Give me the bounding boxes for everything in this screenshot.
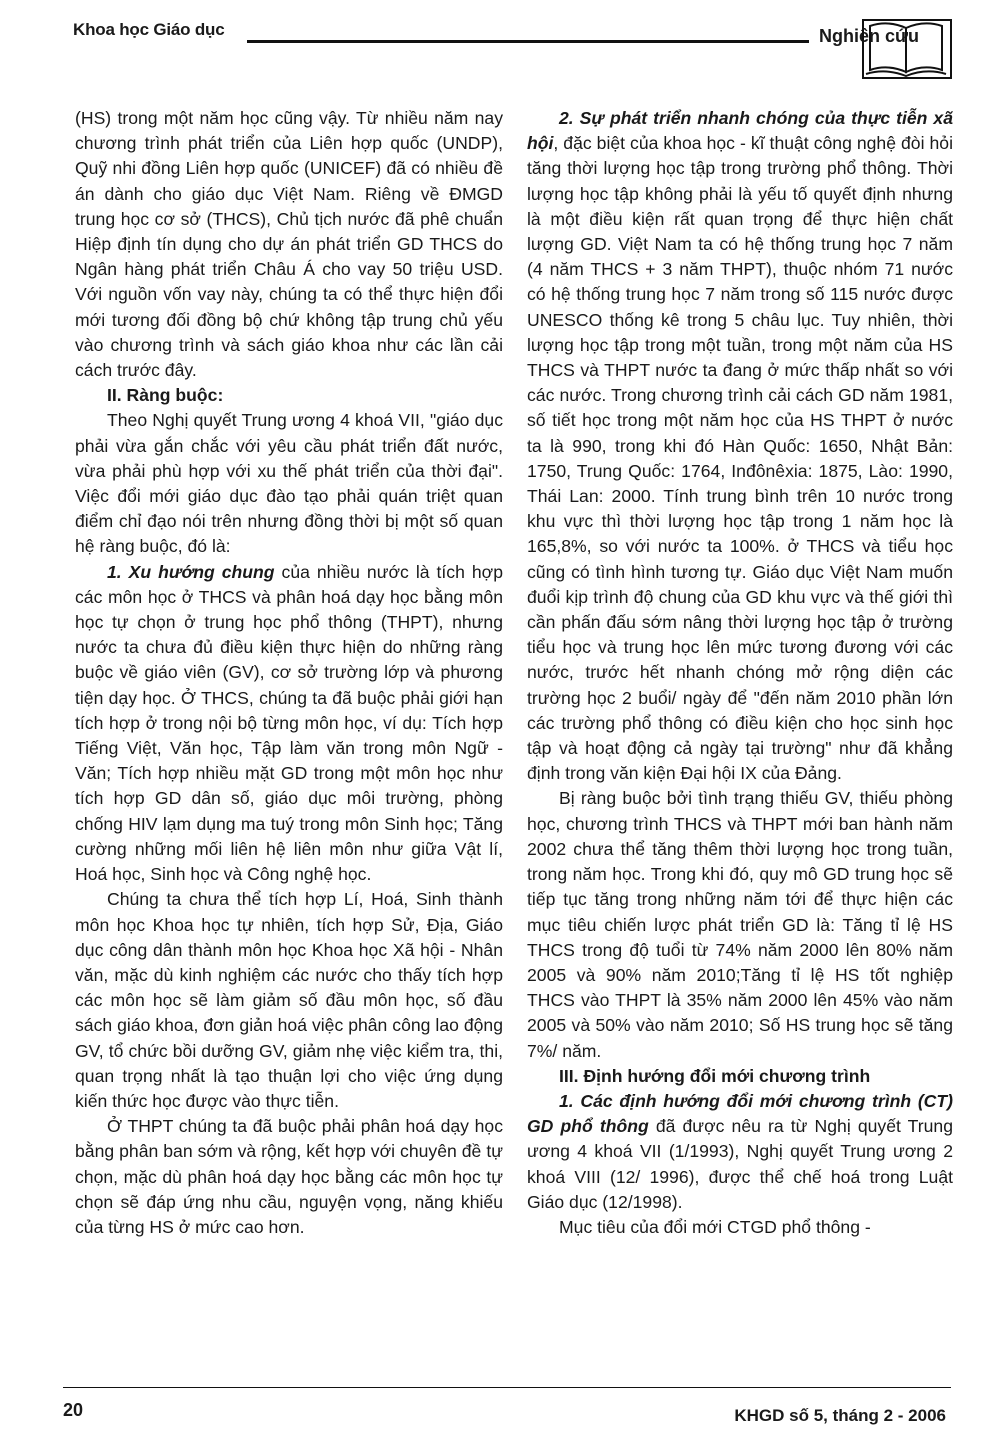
paragraph: Chúng ta chưa thể tích hợp Lí, Hoá, Sinh thành môn học Khoa học tự nhiên, tích hợp Sử, Địa, Giáo dục công dân thành môn học Khoa học Xã hội - Nhân văn, mặc dù kinh nghiệm các nước cho thấy tích hợp các môn học sẽ làm giảm số đầu môn học, số đầu sách giáo khoa, đơn giản hoá việc phân công lao động GV, tổ chức bồi dưỡng GV, giảm nhẹ việc kiểm tra, thi, quan trọng nhất là tạo thuận lợi cho việc ứng dụng kiến thức học được vào thực tiễn.: [75, 889, 503, 1111]
paragraph: Mục tiêu của đổi mới CTGD phổ thông -: [559, 1216, 871, 1237]
paragraph: [75, 560, 503, 888]
paragraph-text: của nhiều nước là tích hợp các môn học ở THCS và phân hoá dạy học bằng môn học tự chọn ở trung học phổ thông (THPT), nhưng nước ta chưa đủ điều kiện thực hiện do những ràng buộc về giáo viên (GV), cơ sở trường lớp và phương tiện dạy học. Ở THCS, chúng ta đã buộc phải giới hạn tích hợp ở trong nội bộ từng môn học, ví dụ: Tích hợp Tiếng Việt, Văn học, Tập làm văn trong môn Ngữ - Văn; Tích hợp nhiều mặt GD trong một môn học như tích hợp GD dân số, giáo dục môi trường, phòng chống HIV lạm dụng ma tuý trong môn Sinh học; Tăng cường những mối liên hệ liên môn như giữa Vật lí, Hoá học, Sinh học và Công nghệ học.: [75, 561, 503, 885]
header-divider: [247, 40, 809, 43]
paragraph: [527, 106, 953, 786]
subsection-lead: 1. Các định hướng đổi mới chương trình (CT) GD phổ thông: [527, 1090, 953, 1137]
subsection-lead: 1. Xu hướng chung: [107, 561, 275, 582]
paragraph: Theo Nghị quyết Trung ương 4 khoá VII, "giáo dục phải vừa gắn chắc với yêu cầu phát triển đất nước, vừa phải phù hợp với xu thế phát triển của thời đại". Việc đổi mới giáo dục đào tạo phải quán triệt quan điểm chỉ đạo nói trên nhưng đồng thời bị một số quan hệ ràng buộc, đó là:: [75, 410, 503, 557]
paragraph: (HS) trong một năm học cũng vậy. Từ nhiều năm nay chương trình phát triển của Liên hợp quốc (UNDP), Quỹ nhi đồng Liên hợp quốc (UNICEF) đã có nhiều đề án dành cho giáo dục Việt Nam. Riêng về ĐMGD trung học cơ sở (THCS), Chủ tịch nước đã phê chuẩn Hiệp định tín dụng cho dự án phát triển GD THCS do Ngân hàng phát triển Châu Á cho vay 50 triệu USD. Với nguồn vốn vay này, chúng ta có thể thực hiện đổi mới tương đối đồng bộ chứ không tập trung chủ yếu vào chương trình và sách giáo khoa như các lần cải cách trước đây.: [75, 108, 503, 381]
journal-title: Khoa học Giáo dục: [73, 20, 225, 39]
paragraph-text: , đặc biệt của khoa học - kĩ thuật công nghệ đòi hỏi tăng thời lượng học tập trong trường phổ thông. Thời lượng học tập không phải là yếu tố quyết định nhưng là một điều kiện rất quan trọng để thực hiện chất lượng GD. Việt Nam ta có hệ thống trung học 7 năm (4 năm THCS + 3 năm THPT), thuộc nhóm 71 nước có hệ thống trung học 7 năm trong số 115 nước được UNESCO thống kê trong 5 châu lục. Tuy nhiên, thời lượng học tập trong một tuần, trong một năm của HS THCS và THPT nước ta đang ở mức thấp nhất so với các nước. Trong chương trình cải cách GD năm 1981, số tiết học trong một năm học của HS THPT ở nước ta là 990, trong khi đó Hàn Quốc: 1650, Nhật Bản: 1750, Trung Quốc: 1764, Inđônêxia: 1875, Lào: 1990, Thái Lan: 2000. Tính trung bình trên 10 nước trong khu vực thì thời lượng học tập trong 1 năm học là 165,8%, so với nước ta 100%. ở THCS và tiểu học cũng có tình hình tương tự. Giáo dục Việt Nam muốn đuổi kịp trình độ chung của GD khu vực và thế giới thì cần phấn đấu sớm nâng thời lượng học tập ở trường tiểu học và trung học lên mức tương đương với các nước, trước hết nhanh chóng mở rộng diện các trường học 2 buổi/ ngày để "đến năm 2010 phần lớn các trường phổ thông có điều kiện cho học sinh học tập và hoạt động cả ngày tại trường" như đã khẳng định trong văn kiện Đại hội IX của Đảng.: [527, 133, 953, 784]
left-column: [75, 106, 503, 1240]
paragraph: Ở THPT chúng ta đã buộc phải phân hoá dạy học bằng phân ban sớm và rộng, kết hợp với chuyên đề tự chọn, mặc dù phân hoá dạy học bằng các môn học tự chọn sẽ đáp ứng nhu cầu, nguyện vọng, năng khiếu của từng HS ở mức cao hơn.: [75, 1116, 503, 1237]
open-book-icon: [856, 16, 956, 82]
right-column: [527, 106, 953, 1240]
section-heading: II. Ràng buộc:: [107, 385, 224, 406]
paragraph: Bị ràng buộc bởi tình trạng thiếu GV, thiếu phòng học, chương trình THCS và THPT mới ban hành năm 2002 chưa thể tăng thêm thời lượng học trong tuần, trong năm học. Trong khi đó, quy mô GD trung học sẽ tiếp tục tăng trong những năm tới để thực hiện các mục tiêu chiến lược phát triển GD là: Tăng tỉ lệ HS THCS trong độ tuổi từ 74% năm 2000 lên 80% năm 2005 và 90% năm 2010;Tăng tỉ lệ HS tốt nghiệp THCS vào THPT là 35% năm 2000 lên 45% vào năm 2005 và 50% vào năm 2010; Số HS trung học sẽ tăng 7%/ năm.: [527, 788, 953, 1061]
paragraph-text: đã được nêu ra từ Nghị quyết Trung ương 4 khoá VII (1/1993), Nghị quyết Trung ương 2 khoá VIII (12/ 1996), được thể chế hoá trong Luật Giáo dục (12/1998).: [527, 1116, 953, 1212]
section-heading: III. Định hướng đổi mới chương trình: [559, 1065, 871, 1086]
page-number: 20: [63, 1400, 84, 1420]
section-label: Nghiên cứu: [819, 26, 920, 46]
footer-divider: [63, 1387, 951, 1388]
subsection-lead: 2. Sự phát triển nhanh chóng của thực tiễn xã hội: [527, 108, 953, 154]
paragraph: [527, 1089, 953, 1215]
issue-info: KHGD số 5, tháng 2 - 2006: [734, 1406, 946, 1425]
